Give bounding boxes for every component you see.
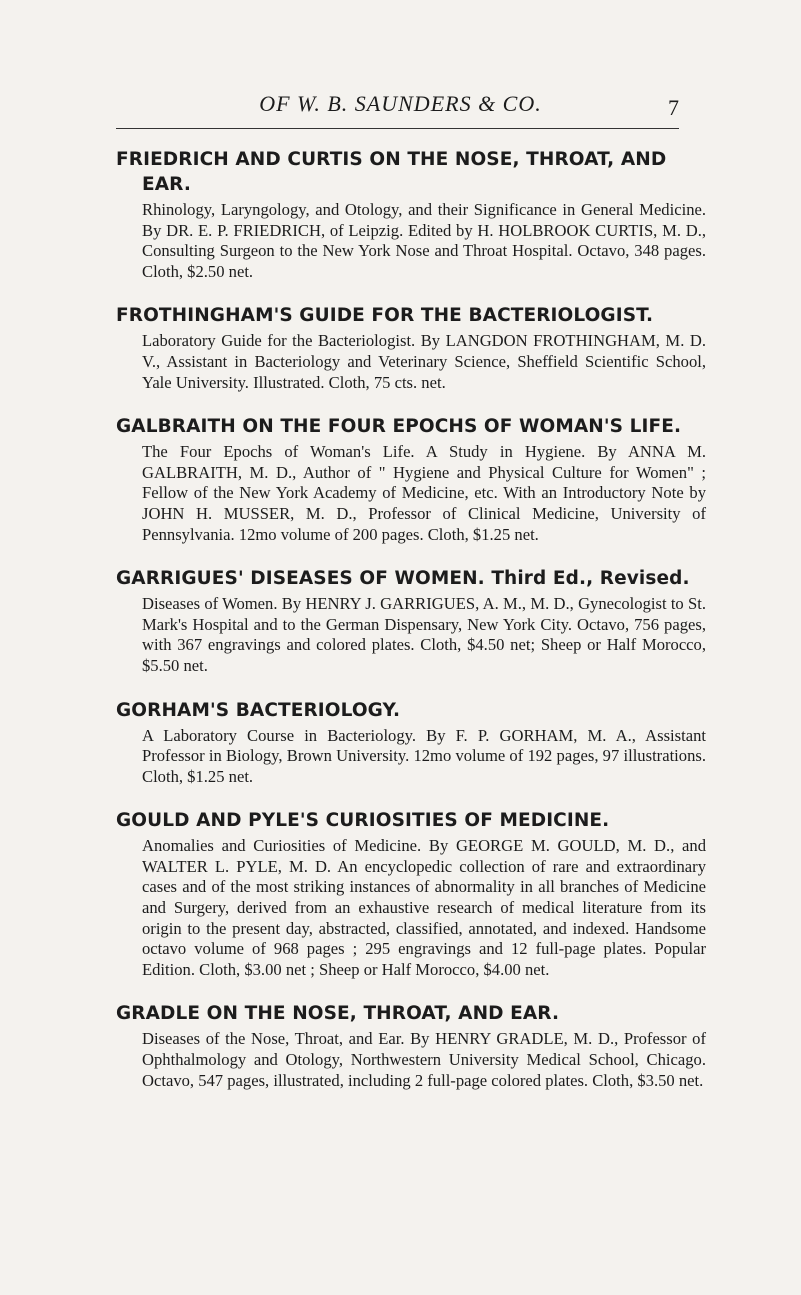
entry-title: FROTHINGHAM'S GUIDE FOR THE BACTERIOLOGIST. bbox=[116, 305, 654, 327]
page-number: 7 bbox=[668, 95, 679, 120]
running-head bbox=[0, 92, 801, 122]
book-entries bbox=[116, 147, 706, 1112]
entry-title: GALBRAITH ON THE FOUR EPOCHS OF WOMAN'S LIFE. bbox=[116, 416, 682, 438]
book-entry-garrigues bbox=[116, 566, 706, 676]
header-rule bbox=[116, 128, 679, 129]
entry-title: GRADLE ON THE NOSE, THROAT, AND EAR. bbox=[116, 1003, 560, 1025]
entry-title: GOULD AND PYLE'S CURIOSITIES OF MEDICINE. bbox=[116, 810, 610, 832]
publisher-running-title: OF W. B. SAUNDERS & CO. bbox=[259, 91, 542, 116]
book-entry-gorham bbox=[116, 698, 706, 788]
book-entry-gradle bbox=[116, 1001, 706, 1091]
entry-title: GORHAM'S BACTERIOLOGY. bbox=[116, 699, 401, 721]
book-entry-frothingham bbox=[116, 303, 706, 393]
entry-description: Diseases of the Nose, Throat, and Ear. By HENRY GRADLE, M. D., Professor of Ophthalmology and Otology, Northwestern University Medical School, Chicago. Octavo, 547 pages, illustrated, including 2 full-page colored plates. Cloth, $3.50 net. bbox=[142, 1029, 706, 1090]
book-entry-friedrich-curtis bbox=[116, 147, 706, 282]
entry-description: Diseases of Women. By HENRY J. GARRIGUES, A. M., M. D., Gynecologist to St. Mark's Hospital and to the German Dispensary, New York City. Octavo, 756 pages, with 367 engravings and colored plates. Cloth, $4.50 net; Sheep or Half Morocco, $5.50 net. bbox=[142, 594, 706, 675]
entry-description: A Laboratory Course in Bacteriology. By F. P. GORHAM, M. A., Assistant Professor in Biology, Brown University. 12mo volume of 192 pages, 97 illustrations. Cloth, $1.25 net. bbox=[142, 725, 706, 786]
book-entry-galbraith bbox=[116, 414, 706, 545]
entry-title: FRIEDRICH AND CURTIS ON THE NOSE, THROAT, AND EAR. bbox=[116, 149, 667, 195]
entry-title: GARRIGUES' DISEASES OF WOMEN. Third Ed., Revised. bbox=[116, 568, 690, 590]
entry-description: Laboratory Guide for the Bacteriologist. By LANGDON FROTHINGHAM, M. D. V., Assistant in Bacteriology and Veterinary Science, Sheffield Scientific School, Yale University. Illustrated. Cloth, 75 cts. net. bbox=[142, 331, 706, 392]
entry-description: The Four Epochs of Woman's Life. A Study in Hygiene. By ANNA M. GALBRAITH, M. D., Author of " Hygiene and Physical Culture for Women" ; Fellow of the New York Academy of Medicine, etc. With an Introductory Note by JOHN H. MUSSER, M. D., Professor of Clinical Medicine, University of Pennsylvania. 12mo volume of 200 pages. Cloth, $1.25 net. bbox=[142, 442, 706, 544]
entry-description: Anomalies and Curiosities of Medicine. By GEORGE M. GOULD, M. D., and WALTER L. PYLE, M. D. An encyclopedic collection of rare and extraordinary cases and of the most striking instances of abnormality in all branches of Medicine and Surgery, derived from an exhaustive research of medical literature from its origin to the present day, abstracted, classified, annotated, and indexed. Handsome octavo volume of 968 pages ; 295 engravings and 12 full-page plates. Popular Edition. Cloth, $3.00 net ; Sheep or Half Morocco, $4.00 net. bbox=[142, 836, 706, 979]
book-entry-gould-pyle bbox=[116, 808, 706, 980]
entry-description: Rhinology, Laryngology, and Otology, and their Significance in General Medicine. By DR. E. P. FRIEDRICH, of Leipzig. Edited by H. HOLBROOK CURTIS, M. D., Consulting Surgeon to the New York Nose and Throat Hospital. Octavo, 348 pages. Cloth, $2.50 net. bbox=[142, 200, 706, 281]
